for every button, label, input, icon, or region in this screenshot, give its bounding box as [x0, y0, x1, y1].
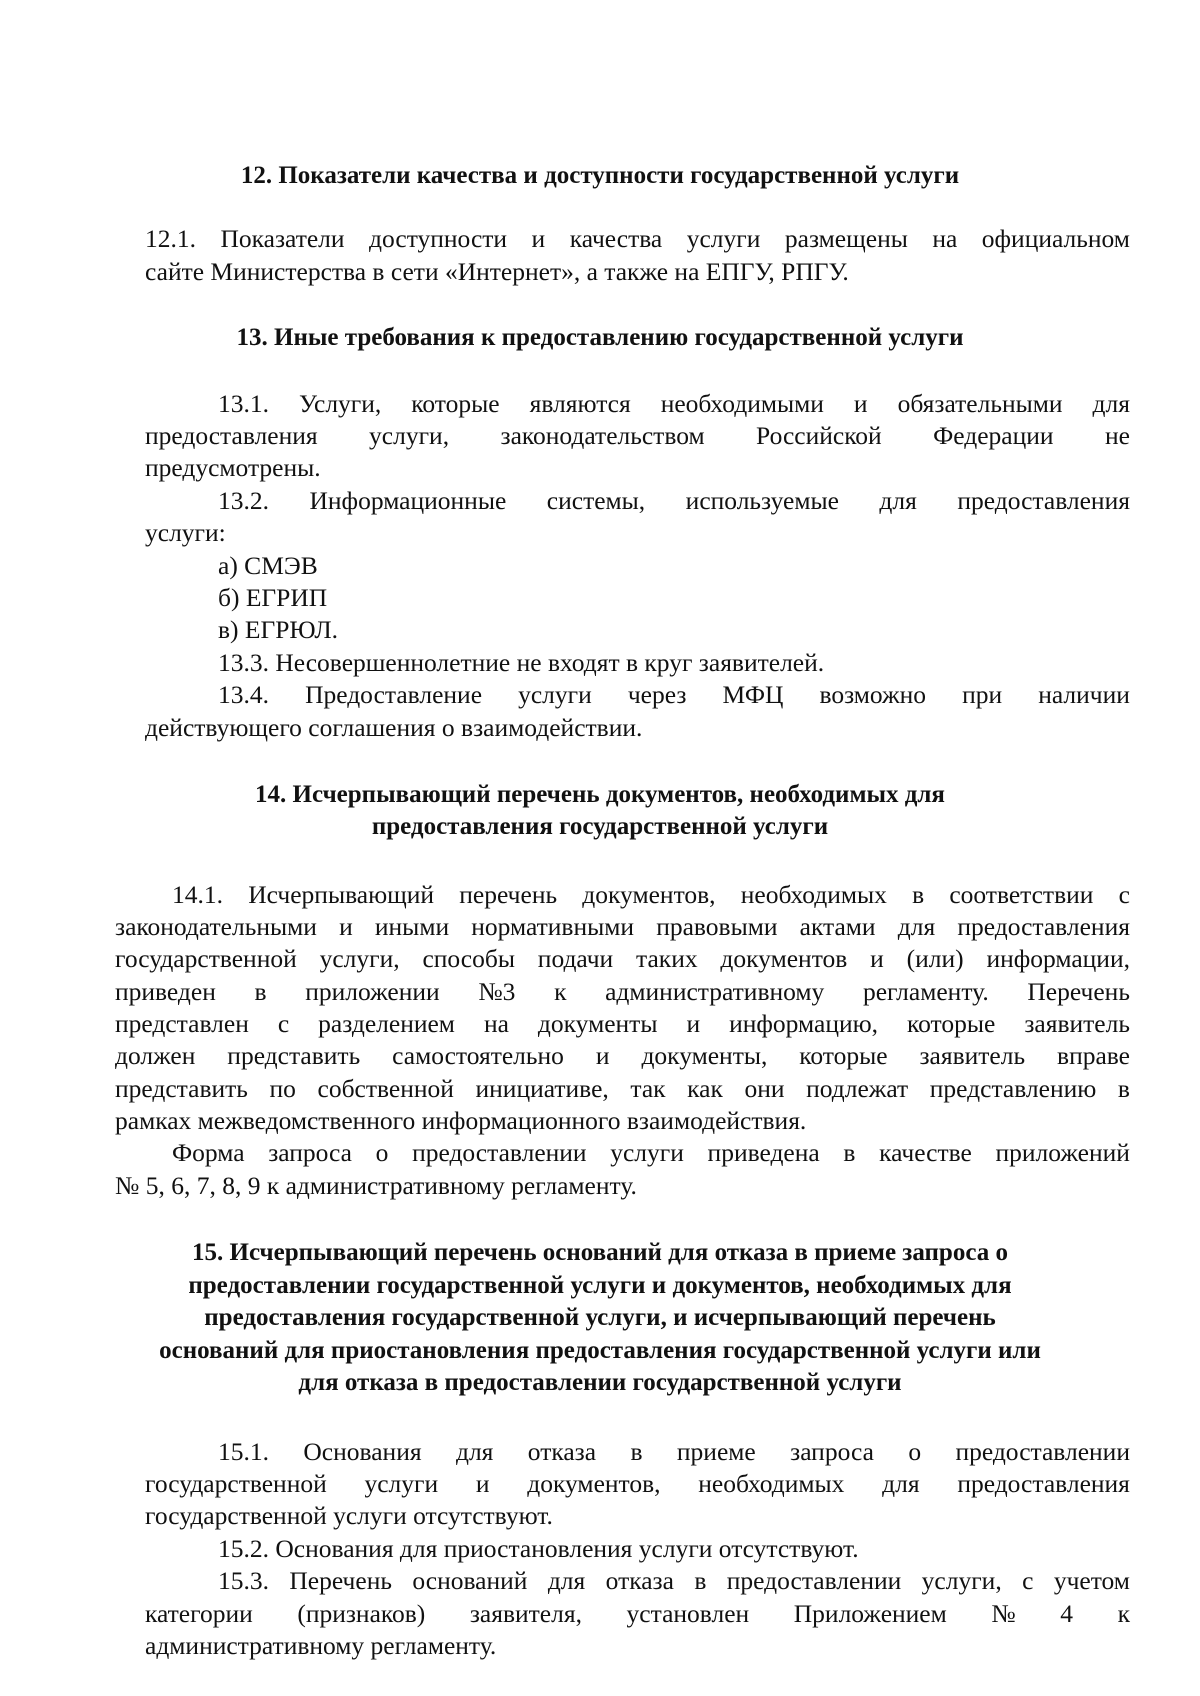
section-13-1-line-3: предусмотрены. — [145, 453, 321, 482]
section-14-1-line-6: должен представить самостоятельно и документы, которые заявитель вправе — [115, 1041, 1130, 1070]
section-15-3-line-1: 15.3. Перечень оснований для отказа в предоставлении услуги, с учетом — [218, 1566, 1130, 1595]
section-14-1-line-3: государственной услуги, способы подачи таких документов и (или) информации, — [115, 944, 1130, 973]
section-13-1-line-1: 13.1. Услуги, которые являются необходимыми и обязательными для — [218, 389, 1130, 418]
section-13-2-line-1: 13.2. Информационные системы, используемые для предоставления — [218, 486, 1130, 515]
section-15-1-line-1: 15.1. Основания для отказа в приеме запроса о предоставлении — [218, 1437, 1130, 1466]
section-15-heading-line-1: 15. Исчерпывающий перечень оснований для отказа в приеме запроса о — [192, 1239, 1008, 1266]
section-14-heading-line-1: 14. Исчерпывающий перечень документов, необходимых для — [255, 781, 945, 808]
list-item-a: а) СМЭВ — [218, 551, 318, 580]
section-15-heading-line-4: оснований для приостановления предоставления государственной услуги или — [159, 1337, 1041, 1364]
section-12-heading: 12. Показатели качества и доступности государственной услуги — [240, 162, 960, 189]
list-item-b: б) ЕГРИП — [218, 583, 328, 612]
section-14-1-line-7: представить по собственной инициативе, так как они подлежат представлению в — [115, 1074, 1130, 1103]
section-13-1-line-2: предоставления услуги, законодательством Российской Федерации не — [145, 421, 1130, 450]
section-13-heading: 13. Иные требования к предоставлению государственной услуги — [236, 324, 964, 351]
section-14-form-line-2: № 5, 6, 7, 8, 9 к административному регламенту. — [115, 1171, 637, 1200]
section-12-1-line-1: 12.1. Показатели доступности и качества услуги размещены на официальном — [145, 224, 1130, 253]
section-15-heading-line-3: предоставления государственной услуги, и исчерпывающий перечень — [204, 1304, 996, 1331]
section-14-1-line-2: законодательными и иными нормативными правовыми актами для предоставления — [115, 912, 1130, 941]
section-14-1-line-5: представлен с разделением на документы и информацию, которые заявитель — [115, 1009, 1130, 1038]
section-15-1-line-2: государственной услуги и документов, необходимых для предоставления — [145, 1469, 1130, 1498]
section-14-1-line-4: приведен в приложении №3 к административному регламенту. Перечень — [115, 977, 1130, 1006]
section-15-1-line-3: государственной услуги отсутствуют. — [145, 1501, 553, 1530]
section-14-1-line-8: рамках межведомственного информационного взаимодействия. — [115, 1106, 807, 1135]
section-15-3-line-3: административному регламенту. — [145, 1631, 497, 1660]
section-15-heading-line-5: для отказа в предоставлении государственной услуги — [298, 1369, 902, 1396]
section-13-2-line-2: услуги: — [145, 518, 226, 547]
section-13-4-line-2: действующего соглашения о взаимодействии. — [145, 713, 643, 742]
section-15-3-line-2: категории (признаков) заявителя, установлен Приложением № 4 к — [145, 1599, 1130, 1628]
section-15-heading-line-2: предоставлении государственной услуги и документов, необходимых для — [188, 1272, 1012, 1299]
section-13-3: 13.3. Несовершеннолетние не входят в круг заявителей. — [218, 648, 825, 677]
section-14-1-line-1: 14.1. Исчерпывающий перечень документов, необходимых в соответствии с — [172, 880, 1130, 909]
section-15-2: 15.2. Основания для приостановления услуги отсутствуют. — [218, 1534, 859, 1563]
section-12-1-line-2: сайте Министерства в сети «Интернет», а также на ЕПГУ, РПГУ. — [145, 257, 849, 286]
section-14-heading-line-2: предоставления государственной услуги — [371, 813, 829, 840]
list-item-c: в) ЕГРЮЛ. — [218, 615, 339, 644]
section-13-4-line-1: 13.4. Предоставление услуги через МФЦ возможно при наличии — [218, 680, 1130, 709]
section-14-form-line-1: Форма запроса о предоставлении услуги приведена в качестве приложений — [172, 1138, 1130, 1167]
